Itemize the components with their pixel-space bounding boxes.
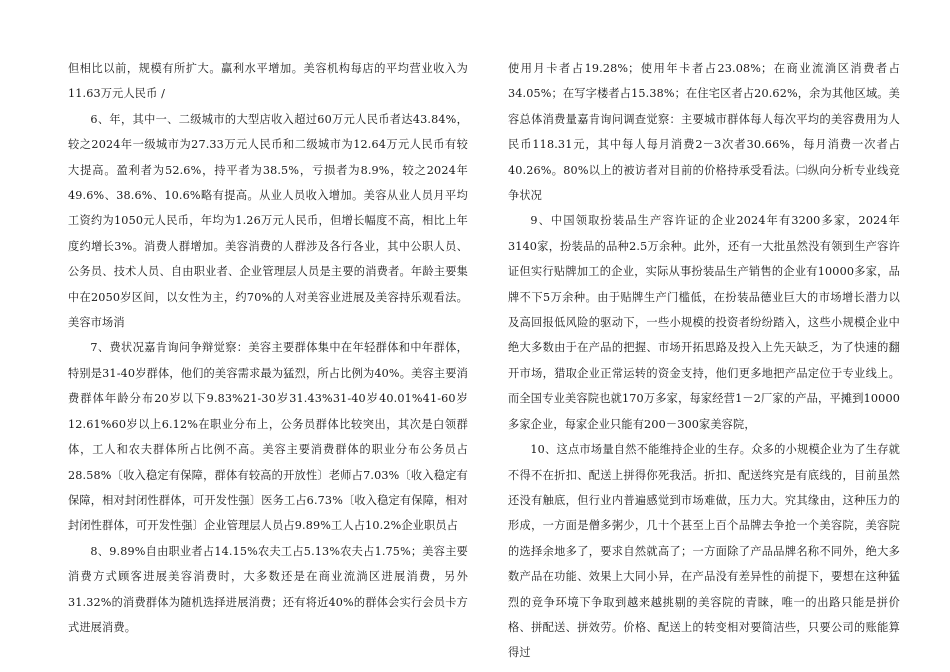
paragraph: 8、9.89%自由职业者占14.15%农夫工占5.13%农夫占1.75%；美容主要消费方式顾客进展美容消费时，大多数还是在商业流淌区进展消费，另外31.32%的消费群体为随机选择进展消费；还有将近40%的群体会实行会员卡方式进展消费。	[68, 544, 468, 634]
paragraph: 6、年，其中一、二级城市的大型店收入超过60万元人民币者达43.84%，较之2024年一级城市为27.33万元人民币和二级城市为12.64万元人民币有较大提高。盈利者为52.6%，持平者为38.5%，亏损者为8.9%，较之2024年49.6%、38.6%、10.6%略有提高。从业人员收入增加。美容从业人员月平均工资约为1050元人民币，年均为1.26万元人民币，但增长幅度不高，相比上年度约增长3%。消费人群增加。美容消费的人群涉及各行各业，其中公职人员、公务员、技术人员、自由职业者、企业管理层人员是主要的消费者。年龄主要集中在2050岁区间，以女性为主，约70%的人对美容业进展及美容持乐观看法。美容市场消	[68, 112, 468, 330]
paragraph: 7、费状况嘉肯询问争辩觉察：美容主要群体集中在年轻群体和中年群体，特别是31-40岁群体，他们的美容需求最为猛烈，所占比例为40%。美容主要消费群体年龄分布20岁以下9.83%21-30岁31.43%31-40岁40.01%41-60岁12.61%60岁以上6.12%在职业分布上，公务员群体比较突出，其次是白领群体，工人和农夫群体所占比例不高。美容主要消费群体的职业分布公务员占28.58%〔收入稳定有保障，群体有较高的开放性〕老师占7.03%〔收入稳定有保障，相对封闭性群体，可开发性强〕医务工占6.73%〔收入稳定有保障，相对封闭性群体，可开发性强〕企业管理层人员占9.89%工人占10.2%企业职员占	[68, 341, 468, 533]
left-column	[68, 56, 468, 672]
paragraph: 使用月卡者占19.28%；使用年卡者占23.08%；在商业流淌区消费者占34.05%；在写字楼者占15.38%；在住宅区者占20.62%，余为其他区域。美容总体消费量嘉肯询问调查觉察：主要城市群体每人每次平均的美容费用为人民币118.31元，其中每人每月消费2－3次者30.66%，每月消费一次者占40.26%。80%以上的被访者对目前的价格持承受看法。㈡纵向分析专业线竞争状况	[508, 62, 900, 203]
right-column	[508, 56, 900, 672]
paragraph: 10、这点市场量自然不能维持企业的生存。众多的小规模企业为了生存就不得不在折扣、配送上拼得你死我活。折扣、配送终究是有底线的，目前虽然还没有触底，但行业内普遍感觉到市场难做，压力大。究其缘由，这种压力的形成，一方面是僧多粥少，几十个甚至上百个品牌去争抢一个美容院，美容院的选择余地多了，要求自然就高了；一方面除了产品品牌名称不同外，绝大多数产品在功能、效果上大同小异，在产品没有差异性的前提下，要想在这种猛烈的竞争环境下争取到越来越挑剔的美容院的青睐，唯一的出路只能是拼价格、拼配送、拼效劳。价格、配送上的转变相对要简洁些，只要公司的账能算得过	[508, 443, 900, 660]
paragraph: 但相比以前，规模有所扩大。赢利水平增加。美容机构每店的平均营业收入为11.63万元人民币 /	[68, 62, 468, 101]
paragraph: 9、中国领取扮装品生产容许证的企业2024年有3200多家，2024年3140家，扮装品的品种2.5万余种。此外，还有一大批虽然没有领到生产容许证但实行贴牌加工的企业，实际从事扮装品生产销售的企业有10000多家，品牌不下5万余种。由于贴牌生产门槛低，在扮装品德业巨大的市场增长潜力以及高回报低风险的驱动下，一些小规模的投资者纷纷踏入，这些小规模企业中绝大多数由于在产品的把握、市场开拓思路及投入上先天缺乏，为了快速的翻开市场，猎取企业正常运转的资金支持，他们更多地把产品定位于专业线上。而全国专业美容院也就170万多家，每家经营1－2厂家的产品，平摊到10000多家企业，每家企业只能有200－300家美容院，	[508, 214, 900, 431]
